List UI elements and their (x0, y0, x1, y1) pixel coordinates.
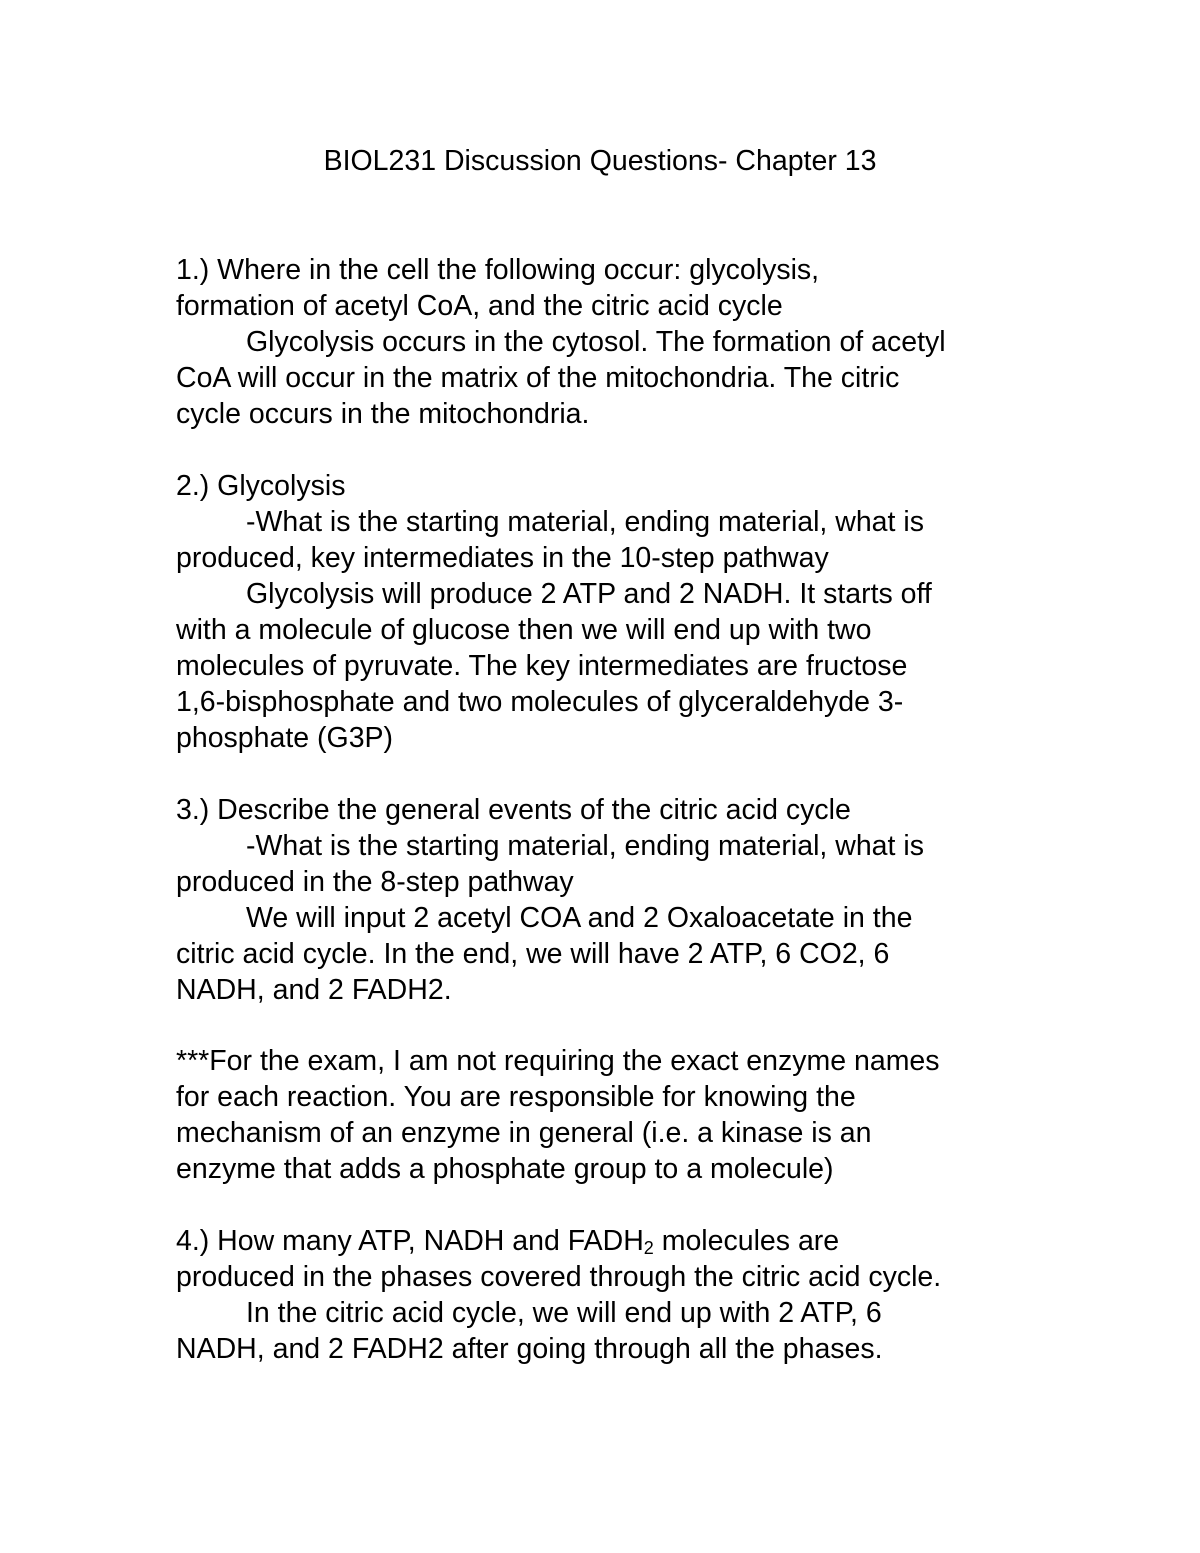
page-title: BIOL231 Discussion Questions- Chapter 13 (323, 145, 877, 177)
q4-answer-line-2: NADH, and 2 FADH2 after going through all the phases. (176, 1333, 883, 1365)
q4-line-1 (176, 1223, 839, 1259)
q1-answer-line-1: Glycolysis occurs in the cytosol. The formation of acetyl (246, 326, 946, 358)
q3-answer-line-1: We will input 2 acetyl COA and 2 Oxaloacetate in the (246, 902, 913, 934)
q1-line-2: formation of acetyl CoA, and the citric acid cycle (176, 290, 783, 322)
note-line-2: for each reaction. You are responsible for knowing the (176, 1081, 856, 1113)
q4-line-1-text: 4.) How many ATP, NADH and FADH (176, 1225, 644, 1257)
q4-answer-line-1: In the citric acid cycle, we will end up with 2 ATP, 6 (246, 1297, 882, 1329)
q2-answer-line-1: Glycolysis will produce 2 ATP and 2 NADH. It starts off (246, 578, 932, 610)
q4-subscript: 2 (643, 1238, 654, 1258)
q4-line-1-text-end: molecules are (653, 1225, 840, 1257)
q1-answer-line-2: CoA will occur in the matrix of the mitochondria. The citric (176, 362, 900, 394)
q3-line-2: -What is the starting material, ending material, what is (246, 830, 924, 862)
note-line-3: mechanism of an enzyme in general (i.e. a kinase is an (176, 1117, 872, 1149)
q4-line-2: produced in the phases covered through the citric acid cycle. (176, 1261, 942, 1293)
q3-line-3: produced in the 8-step pathway (176, 866, 574, 898)
q3-line-1: 3.) Describe the general events of the citric acid cycle (176, 794, 851, 826)
note-line-4: enzyme that adds a phosphate group to a molecule) (176, 1153, 834, 1185)
q2-line-3: produced, key intermediates in the 10-step pathway (176, 542, 829, 574)
q1-answer-line-3: cycle occurs in the mitochondria. (176, 398, 590, 430)
q2-answer-line-2: with a molecule of glucose then we will end up with two (176, 614, 872, 646)
q2-answer-line-3: molecules of pyruvate. The key intermediates are fructose (176, 650, 908, 682)
q1-line-1: 1.) Where in the cell the following occur: glycolysis, (176, 254, 820, 286)
q2-answer-line-4: 1,6-bisphosphate and two molecules of glyceraldehyde 3- (176, 686, 904, 718)
q2-line-1: 2.) Glycolysis (176, 470, 346, 502)
note-line-1: ***For the exam, I am not requiring the exact enzyme names (176, 1045, 940, 1077)
q3-answer-line-3: NADH, and 2 FADH2. (176, 974, 452, 1006)
q2-answer-line-5: phosphate (G3P) (176, 722, 394, 754)
q3-answer-line-2: citric acid cycle. In the end, we will have 2 ATP, 6 CO2, 6 (176, 938, 890, 970)
q2-line-2: -What is the starting material, ending material, what is (246, 506, 924, 538)
